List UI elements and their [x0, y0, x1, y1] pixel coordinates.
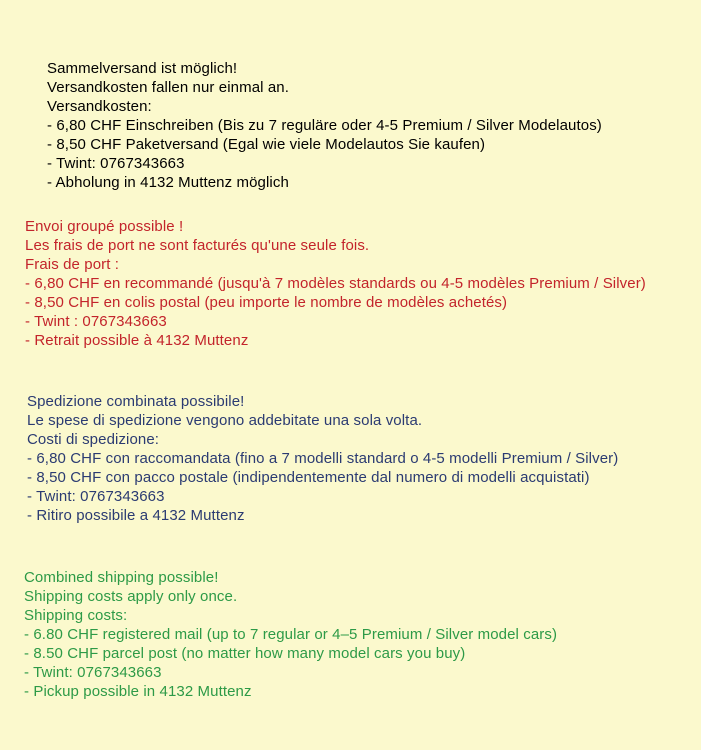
- text-line: - 8,50 CHF Paketversand (Egal wie viele Modelautos Sie kaufen): [47, 136, 486, 153]
- text-line: Frais de port :: [25, 256, 120, 273]
- shipping-info-section-italian: [27, 392, 618, 525]
- text-line: Envoi groupé possible !: [25, 218, 184, 235]
- shipping-info-section-english: [24, 568, 557, 701]
- text-line: - 8.50 CHF parcel post (no matter how many model cars you buy): [24, 645, 466, 662]
- text-line: Shipping costs:: [24, 607, 128, 624]
- text-line: Combined shipping possible!: [24, 569, 219, 586]
- text-line: Sammelversand ist möglich!: [47, 60, 238, 77]
- text-line: - Twint : 0767343663: [25, 313, 167, 330]
- text-line: Shipping costs apply only once.: [24, 588, 238, 605]
- text-line: - Pickup possible in 4132 Muttenz: [24, 683, 252, 700]
- text-line: Le spese di spedizione vengono addebitate una sola volta.: [27, 412, 423, 429]
- text-line: - 6.80 CHF registered mail (up to 7 regular or 4–5 Premium / Silver model cars): [24, 626, 558, 643]
- text-line: Versandkosten fallen nur einmal an.: [47, 79, 289, 96]
- text-line: Versandkosten:: [47, 98, 152, 115]
- text-line: - 6,80 CHF con raccomandata (fino a 7 modelli standard o 4-5 modelli Premium / Silver): [27, 450, 619, 467]
- text-line: - Twint: 0767343663: [24, 664, 162, 681]
- shipping-info-section-german: [47, 59, 602, 192]
- text-line: - Abholung in 4132 Muttenz möglich: [47, 174, 289, 191]
- text-line: - Twint: 0767343663: [47, 155, 185, 172]
- text-line: - Twint: 0767343663: [27, 488, 165, 505]
- shipping-info-section-french: [25, 217, 646, 350]
- text-line: - Retrait possible à 4132 Muttenz: [25, 332, 249, 349]
- text-line: - 8,50 CHF en colis postal (peu importe le nombre de modèles achetés): [25, 294, 508, 311]
- text-line: - 8,50 CHF con pacco postale (indipendentemente dal numero di modelli acquistati): [27, 469, 590, 486]
- text-line: - Ritiro possibile a 4132 Muttenz: [27, 507, 245, 524]
- text-line: Spedizione combinata possibile!: [27, 393, 245, 410]
- text-line: Les frais de port ne sont facturés qu'une seule fois.: [25, 237, 370, 254]
- text-line: - 6,80 CHF en recommandé (jusqu'à 7 modèles standards ou 4-5 modèles Premium / Silver): [25, 275, 646, 292]
- text-line: - 6,80 CHF Einschreiben (Bis zu 7 reguläre oder 4-5 Premium / Silver Modelautos): [47, 117, 602, 134]
- text-line: Costi di spedizione:: [27, 431, 160, 448]
